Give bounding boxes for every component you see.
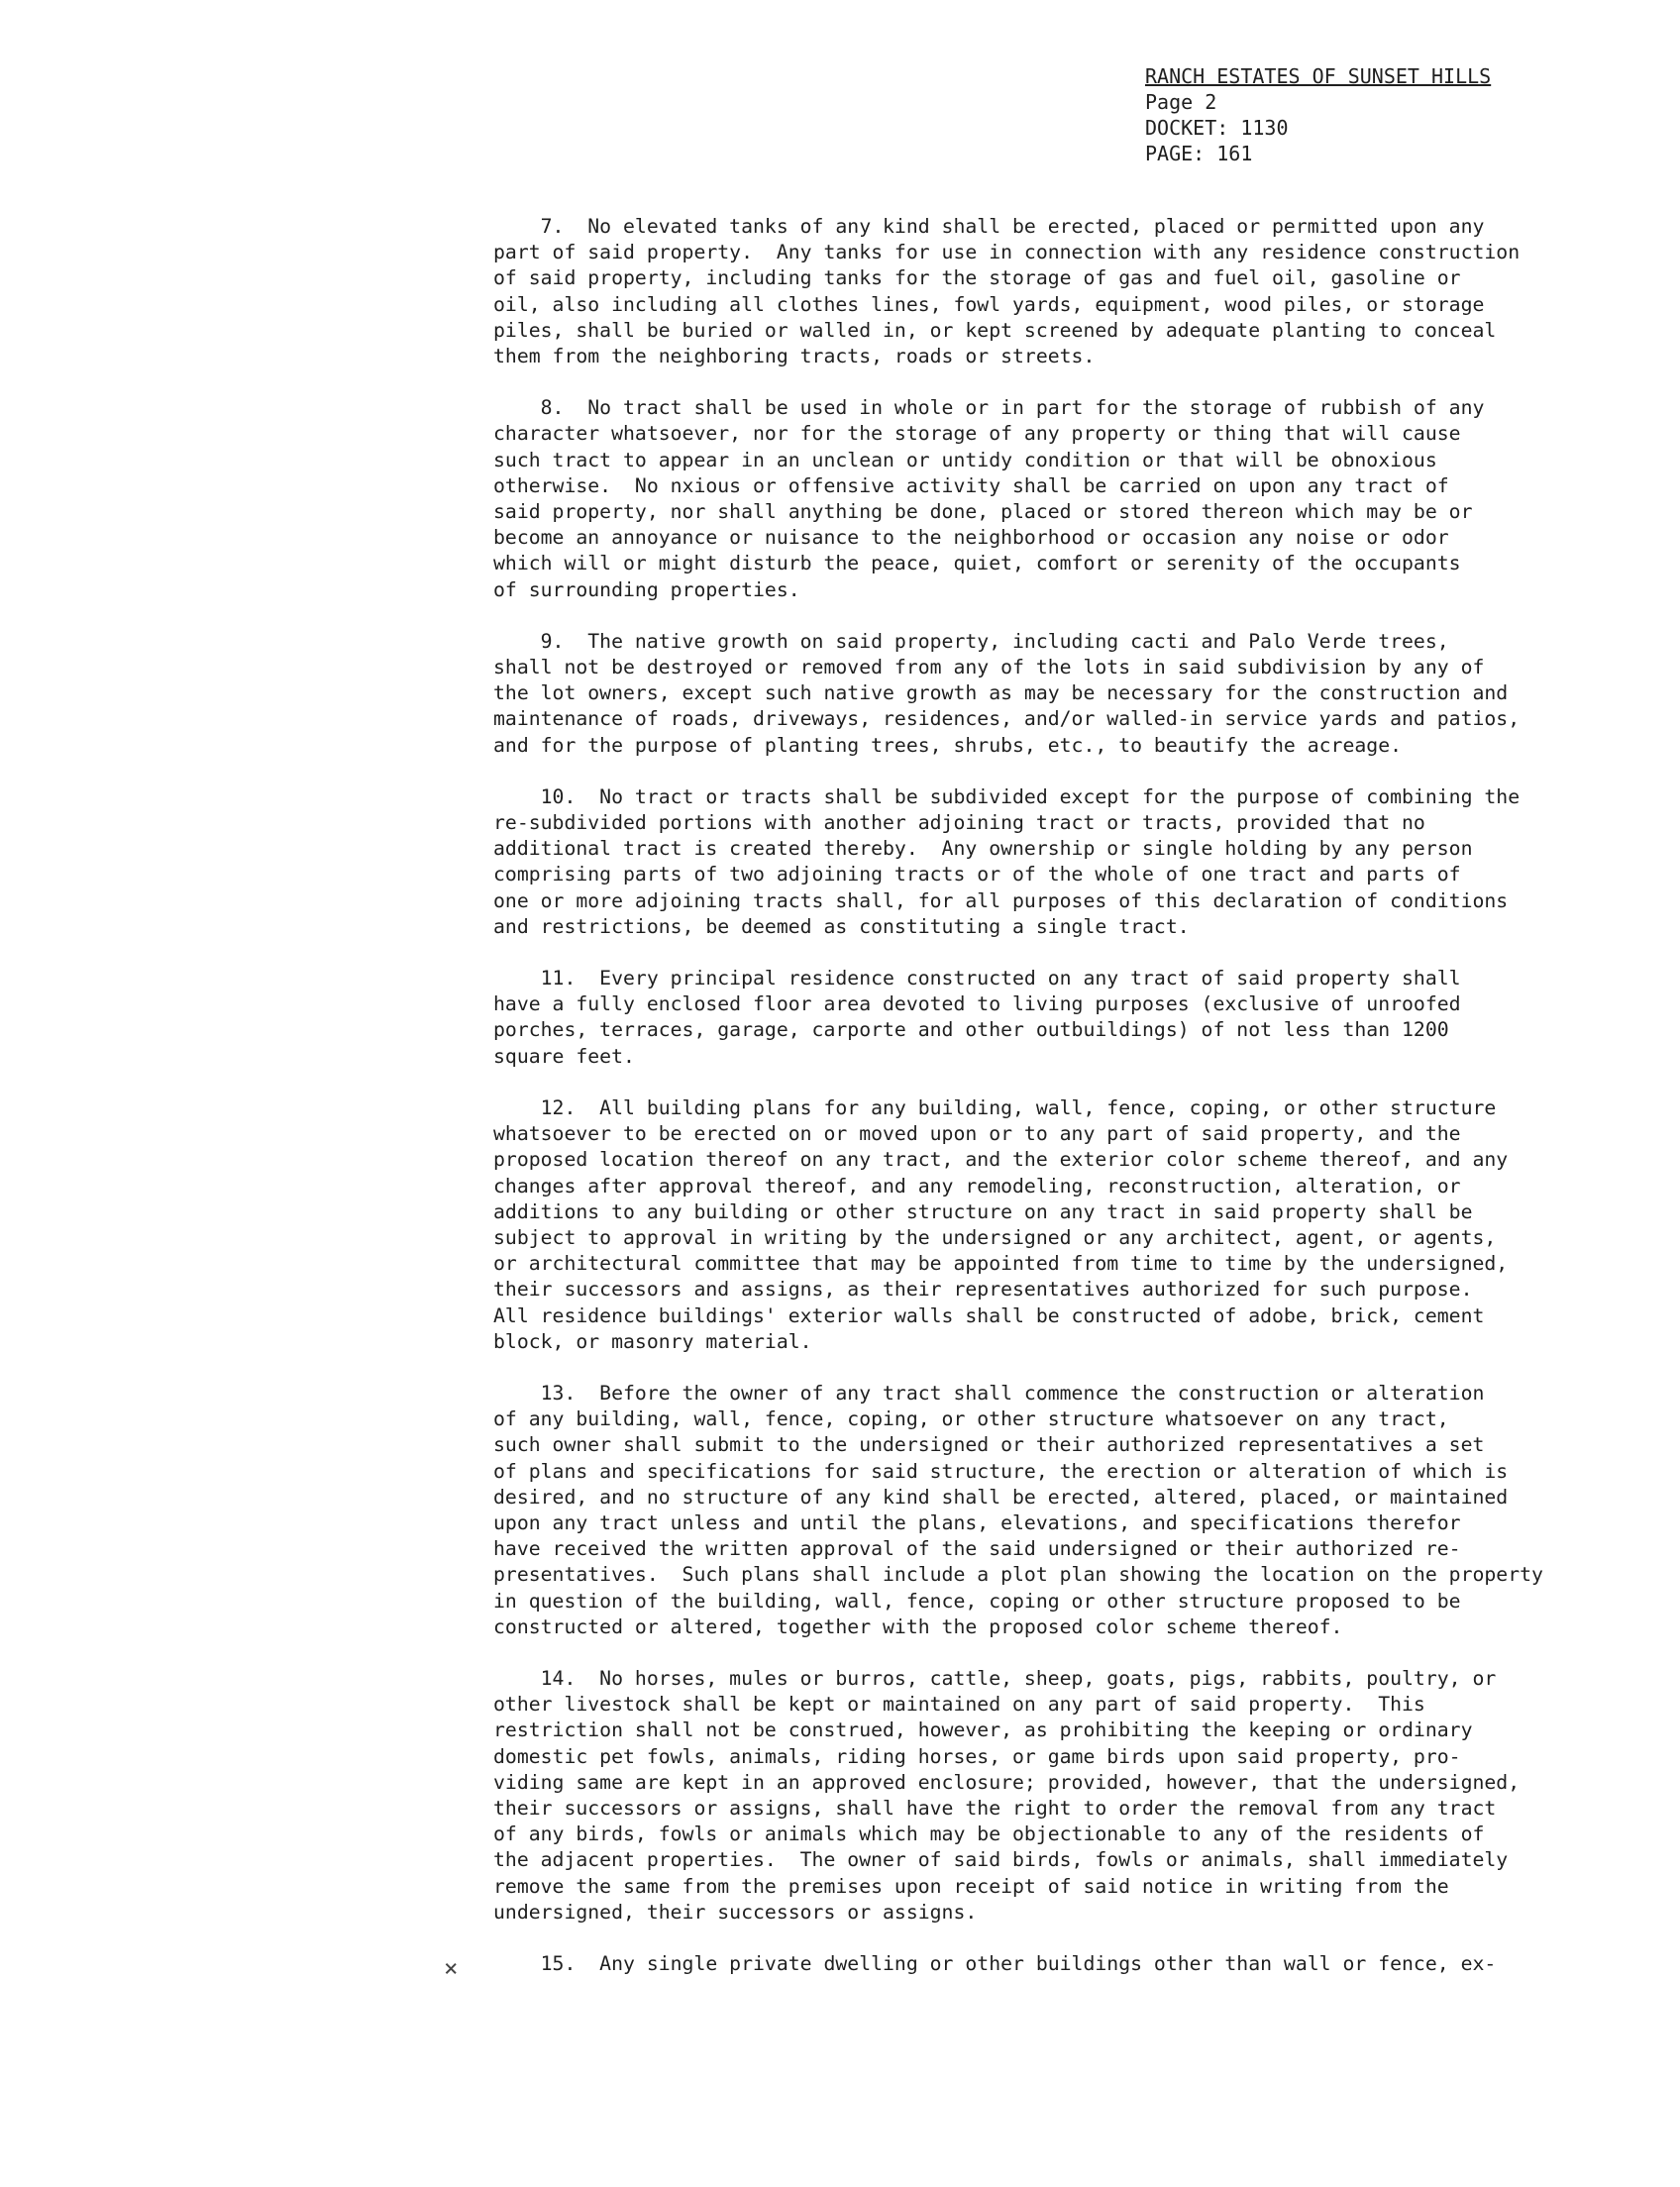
page-number: Page 2: [1145, 90, 1217, 114]
paragraph-line: their successors and assigns, as their representatives authorized for such purpose.: [493, 1278, 1473, 1302]
paragraph-line: comprising parts of two adjoining tracts or of the whole of one tract and parts of: [493, 863, 1461, 886]
paragraph-line: or architectural committee that may be appointed from time to time by the undersigned,: [493, 1252, 1509, 1276]
paragraph-line: part of said property. Any tanks for use in connection with any residence construction: [493, 241, 1521, 264]
paragraph-line: 15. Any single private dwelling or other buildings other than wall or fence, ex-: [493, 1951, 1497, 1975]
paragraph-line: of any building, wall, fence, coping, or other structure whatsoever on any tract,: [493, 1407, 1449, 1431]
paragraph: [493, 1951, 1632, 1977]
paragraph-line: 14. No horses, mules or burros, cattle, sheep, goats, pigs, rabbits, poultry, or: [493, 1666, 1497, 1690]
paragraph-line: which will or might disturb the peace, quiet, comfort or serenity of the occupants: [493, 552, 1461, 575]
paragraph-line: presentatives. Such plans shall include a plot plan showing the location on the property: [493, 1563, 1543, 1587]
paragraph: [493, 966, 1632, 1070]
paragraph-line: character whatsoever, nor for the storage of any property or thing that will cause: [493, 422, 1461, 446]
paragraph-line: 11. Every principal residence constructed on any tract of said property shall: [493, 967, 1461, 990]
paragraph-line: have received the written approval of the said undersigned or their authorized re-: [493, 1537, 1461, 1561]
paragraph-line: 13. Before the owner of any tract shall commence the construction or alteration: [493, 1381, 1485, 1405]
paragraph-line: the lot owners, except such native growth as may be necessary for the construction and: [493, 681, 1509, 705]
paragraph-line: of plans and specifications for said structure, the erection or alteration of which is: [493, 1459, 1509, 1483]
paragraph-line: block, or masonry material.: [493, 1329, 812, 1353]
paragraph: [493, 1381, 1632, 1640]
paragraph-line: domestic pet fowls, animals, riding horses, or game birds upon said property, pro-: [493, 1744, 1461, 1768]
paragraph-line: desired, and no structure of any kind shall be erected, altered, placed, or maintained: [493, 1485, 1509, 1509]
paragraph-line: 12. All building plans for any building, wall, fence, coping, or other structure: [493, 1095, 1497, 1119]
paragraph-line: 9. The native growth on said property, including cacti and Palo Verde trees,: [493, 629, 1449, 653]
paragraph-line: of surrounding properties.: [493, 577, 800, 601]
paragraph-line: of any birds, fowls or animals which may be objectionable to any of the residents of: [493, 1822, 1485, 1846]
paragraph-line: undersigned, their successors or assigns.: [493, 1900, 978, 1924]
paragraph-line: and for the purpose of planting trees, shrubs, etc., to beautify the acreage.: [493, 733, 1403, 757]
docket-page: PAGE: 161: [1145, 142, 1253, 165]
paragraph-line: changes after approval thereof, and any remodeling, reconstruction, alteration, or: [493, 1174, 1461, 1198]
paragraph: [493, 784, 1632, 940]
paragraph-line: additions to any building or other structure on any tract in said property shall be: [493, 1199, 1473, 1223]
paragraph-line: additional tract is created thereby. Any ownership or single holding by any person: [493, 837, 1473, 861]
paragraph-line: viding same are kept in an approved enclosure; provided, however, that the undersigned,: [493, 1770, 1521, 1794]
paragraph-line: such tract to appear in an unclean or untidy condition or that will be obnoxious: [493, 448, 1437, 471]
paragraph-line: the adjacent properties. The owner of said birds, fowls or animals, shall immediately: [493, 1848, 1509, 1872]
paragraph-line: subject to approval in writing by the undersigned or any architect, agent, or agents,: [493, 1225, 1497, 1249]
paragraph: [493, 629, 1632, 759]
paragraph-line: become an annoyance or nuisance to the neighborhood or occasion any noise or odor: [493, 526, 1449, 550]
paragraph-line: one or more adjoining tracts shall, for all purposes of this declaration of conditions: [493, 888, 1509, 912]
paragraph-line: otherwise. No nxious or offensive activity shall be carried on upon any tract of: [493, 473, 1449, 497]
paragraph-line: and restrictions, be deemed as constituting a single tract.: [493, 914, 1190, 938]
paragraph-line: oil, also including all clothes lines, fowl yards, equipment, wood piles, or storage: [493, 292, 1485, 316]
paragraph-line: their successors or assigns, shall have the right to order the removal from any tract: [493, 1796, 1497, 1820]
paragraph-line: piles, shall be buried or walled in, or kept screened by adequate planting to conceal: [493, 318, 1497, 342]
paragraph-line: whatsoever to be erected on or moved upon or to any part of said property, and the: [493, 1122, 1461, 1146]
paragraph-line: restriction shall not be construed, however, as prohibiting the keeping or ordinary: [493, 1718, 1473, 1742]
paragraph-line: re-subdivided portions with another adjoining tract or tracts, provided that no: [493, 811, 1425, 835]
paragraph-line: them from the neighboring tracts, roads or streets.: [493, 345, 1096, 368]
margin-mark: ×: [444, 1954, 459, 1982]
paragraph-line: said property, nor shall anything be done, placed or stored thereon which may be or: [493, 500, 1473, 524]
paragraph-line: remove the same from the premises upon receipt of said notice in writing from the: [493, 1874, 1449, 1898]
document-body: [493, 214, 1632, 2003]
paragraph-line: maintenance of roads, driveways, residences, and/or walled-in service yards and patios,: [493, 707, 1521, 731]
docket-number: DOCKET: 1130: [1145, 116, 1289, 140]
paragraph-line: upon any tract unless and until the plans, elevations, and specifications therefor: [493, 1510, 1461, 1534]
paragraph-line: constructed or altered, together with the proposed color scheme thereof.: [493, 1614, 1343, 1638]
paragraph: [493, 1095, 1632, 1355]
paragraph-line: have a fully enclosed floor area devoted to living purposes (exclusive of unroofed: [493, 992, 1461, 1016]
paragraph: [493, 214, 1632, 369]
document-header: [1145, 63, 1491, 166]
paragraph-line: square feet.: [493, 1044, 635, 1068]
paragraph-line: proposed location thereof on any tract, and the exterior color scheme thereof, and any: [493, 1148, 1509, 1172]
paragraph-line: 7. No elevated tanks of any kind shall be erected, placed or permitted upon any: [493, 215, 1485, 238]
paragraph-line: in question of the building, wall, fence, coping or other structure proposed to be: [493, 1589, 1461, 1613]
paragraph: [493, 1666, 1632, 1926]
paragraph-line: other livestock shall be kept or maintained on any part of said property. This: [493, 1693, 1425, 1717]
paragraph-line: 10. No tract or tracts shall be subdivided except for the purpose of combining the: [493, 784, 1521, 808]
paragraph-line: All residence buildings' exterior walls shall be constructed of adobe, brick, cement: [493, 1303, 1485, 1327]
paragraph: [493, 395, 1632, 603]
paragraph-line: 8. No tract shall be used in whole or in part for the storage of rubbish of any: [493, 396, 1485, 420]
paragraph-line: such owner shall submit to the undersigned or their authorized representatives a set: [493, 1433, 1485, 1457]
paragraph-line: shall not be destroyed or removed from any of the lots in said subdivision by any of: [493, 656, 1485, 679]
document-title: RANCH ESTATES OF SUNSET HILLS: [1145, 64, 1492, 88]
paragraph-line: porches, terraces, garage, carporte and other outbuildings) of not less than 1200: [493, 1018, 1449, 1042]
paragraph-line: of said property, including tanks for the storage of gas and fuel oil, gasoline or: [493, 266, 1461, 290]
